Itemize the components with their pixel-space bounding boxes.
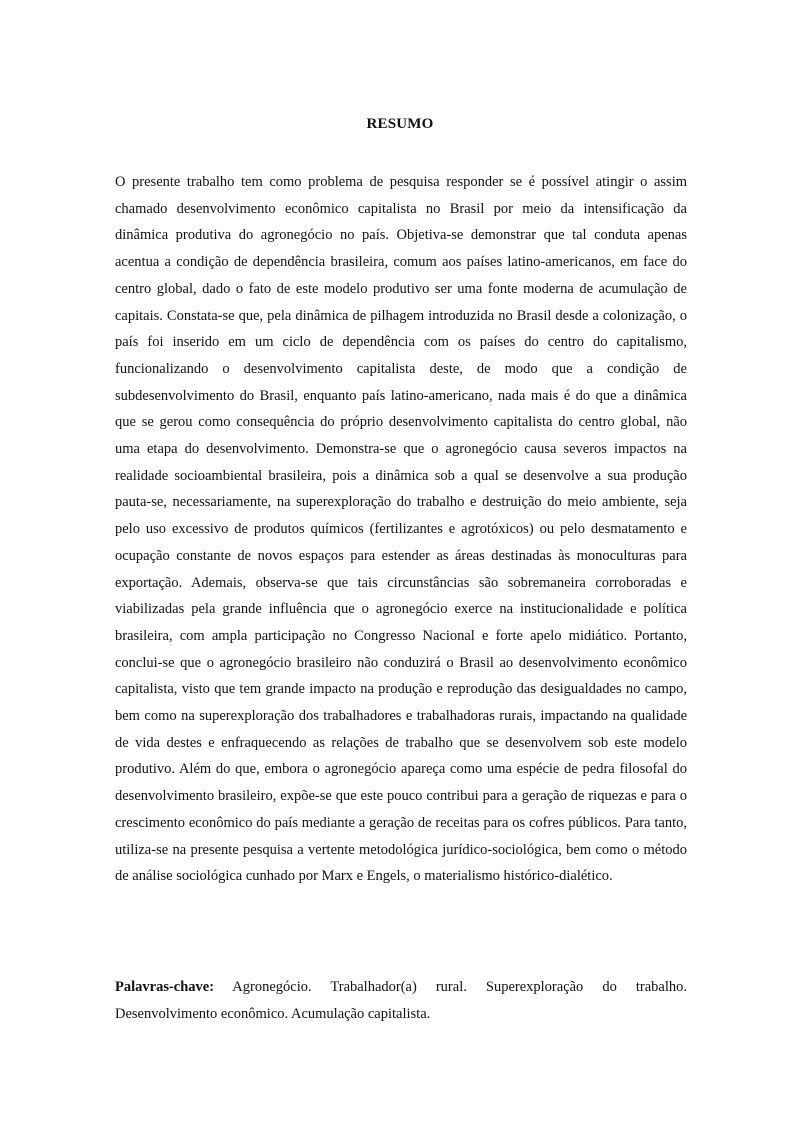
keywords-text: Agronegócio. Trabalhador(a) rural. Superexploração do trabalho. Desenvolvimento econômico. Acumulação capitalista.	[115, 979, 687, 1022]
abstract-paragraph: O presente trabalho tem como problema de pesquisa responder se é possível atingir o assim chamado desenvolvimento econômico capitalista no Brasil por meio da intensificação da dinâmica produtiva do agronegócio no país. Objetiva-se demonstrar que tal conduta apenas acentua a condição de dependência brasileira, comum aos países latino-americanos, em face do centro global, dado o fato de este modelo produtivo ser uma fonte moderna de acumulação de capitais. Constata-se que, pela dinâmica de pilhagem introduzida no Brasil desde a colonização, o país foi inserido em um ciclo de dependência com os países do centro do capitalismo, funcionalizando o desenvolvimento capitalista deste, de modo que a condição de subdesenvolvimento do Brasil, enquanto país latino-americano, nada mais é do que a dinâmica que se gerou como consequência do próprio desenvolvimento capitalista do centro global, não uma etapa do desenvolvimento. Demonstra-se que o agronegócio causa severos impactos na realidade socioambiental brasileira, pois a dinâmica sob a qual se desenvolve a sua produção pauta-se, necessariamente, na superexploração do trabalho e destruição do meio ambiente, seja pelo uso excessivo de produtos químicos (fertilizantes e agrotóxicos) ou pelo desmatamento e ocupação constante de novos espaços para estender as áreas destinadas às monoculturas para exportação. Ademais, observa-se que tais circunstâncias são sobremaneira corroboradas e viabilizadas pela grande influência que o agronegócio exerce na institucionalidade e política brasileira, com ampla participação no Congresso Nacional e forte apelo midiático. Portanto, conclui-se que o agronegócio brasileiro não conduzirá o Brasil ao desenvolvimento econômico capitalista, visto que tem grande impacto na produção e reprodução das desigualdades no campo, bem como na superexploração dos trabalhadores e trabalhadoras rurais, impactando na qualidade de vida destes e enfraquecendo as relações de trabalho que se desenvolvem sob este modelo produtivo. Além do que, embora o agronegócio apareça como uma espécie de pedra filosofal do desenvolvimento brasileiro, expõe-se que este pouco contribui para a geração de riquezas e para o crescimento econômico do país mediante a geração de receitas para os cofres públicos. Para tanto, utiliza-se na presente pesquisa a vertente metodológica jurídico-sociológica, bem como o método de análise sociológica cunhado por Marx e Engels, o materialismo histórico-dialético.	[115, 174, 687, 885]
keywords-label: Palavras-chave:	[115, 979, 215, 995]
keywords-paragraph	[115, 974, 687, 1027]
page-title: RESUMO	[366, 116, 434, 132]
